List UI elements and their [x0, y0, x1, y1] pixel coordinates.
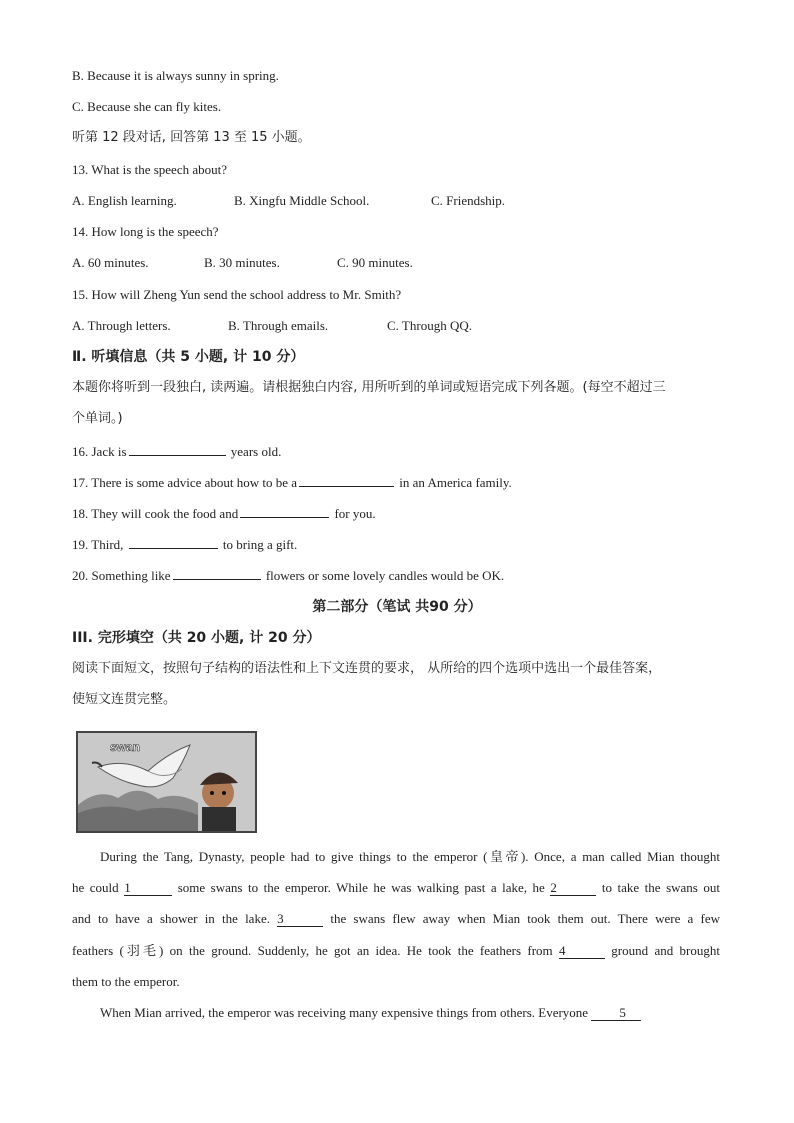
- q13-option-c: C. Friendship.: [431, 193, 506, 208]
- passage-p1-line5: them to the emperor.: [72, 973, 180, 989]
- section12-instruction: 听第 12 段对话, 回答第 13 至 15 小题。: [72, 130, 311, 145]
- p1l2-c: to take the swans out: [596, 880, 720, 896]
- q14-option-b: B. 30 minutes.: [204, 255, 280, 270]
- fill-item-16: [72, 441, 722, 462]
- p1l4-b: ground and brought: [604, 942, 720, 958]
- fill-item-16-post: years old.: [227, 444, 282, 459]
- cloze-blank-4[interactable]: 4: [559, 944, 605, 959]
- q15-option-b: B. Through emails.: [228, 318, 329, 333]
- fill-item-18-post: for you.: [331, 506, 376, 521]
- section2-instruction-line1: 本题你将听到一段独白, 读两遍。请根据独白内容, 用所听到的单词或短语完成下列各题。(每空不超过三: [72, 380, 666, 395]
- q13-option-b: B. Xingfu Middle School.: [234, 193, 370, 208]
- passage-paragraph-2: [72, 997, 720, 1028]
- section3-instruction-line2: 使短文连贯完整。: [72, 692, 177, 707]
- p1l2-a: he could: [72, 880, 125, 896]
- q15-option-a: A. Through letters.: [72, 318, 171, 333]
- fill-item-18: [72, 503, 722, 524]
- section3-instruction-line1: 阅读下面短文，按照句子结构的语法性和上下文连贯的要求， 从所给的四个选项中选出一个最佳答案，: [72, 661, 662, 676]
- fill-item-17: [72, 472, 722, 493]
- fill-item-17-pre: 17. There is some advice about how to be a: [72, 475, 298, 490]
- q12-option-c: C. Because she can fly kites.: [72, 99, 222, 114]
- fill-item-19-post: to bring a gift.: [219, 537, 298, 552]
- p1l3-b: the swans flew away when Mian took them out. There were a few: [323, 911, 720, 927]
- swan-illustration-svg: [78, 733, 255, 831]
- p1l4-a: feathers (羽毛) on the ground. Suddenly, he got an idea. He took the feathers from: [72, 942, 559, 958]
- section2-heading: Ⅱ. 听填信息（共 5 小题, 计 10 分）: [72, 349, 305, 365]
- fill-item-20-pre: 20. Something like: [72, 568, 171, 583]
- q13-option-a: A. English learning.: [72, 193, 177, 208]
- q15-option-c: C. Through QQ.: [387, 318, 472, 333]
- passage-paragraph-1: [72, 841, 720, 997]
- passage-p1-line3: [72, 903, 720, 934]
- q14-stem: 14. How long is the speech?: [72, 224, 219, 239]
- fill-blank-16[interactable]: [129, 441, 226, 456]
- cloze-blank-2[interactable]: 2: [550, 881, 596, 896]
- fill-item-16-pre: 16. Jack is: [72, 444, 127, 459]
- fill-item-19-pre: 19. Third,: [72, 537, 127, 552]
- fill-blank-20[interactable]: [173, 565, 261, 580]
- q13-stem: 13. What is the speech about?: [72, 162, 227, 177]
- fill-item-20-post: flowers or some lovely candles would be OK.: [262, 568, 505, 583]
- fill-item-20: [72, 565, 722, 586]
- cloze-blank-3[interactable]: 3: [277, 912, 323, 927]
- fill-item-18-pre: 18. They will cook the food and: [72, 506, 239, 521]
- passage-p2-line1: [72, 997, 720, 1028]
- section3-heading: III. 完形填空（共 20 小题, 计 20 分）: [72, 630, 321, 646]
- p2l1-a: When Mian arrived, the emperor was receiving many expensive things from others. Everyone: [100, 1005, 592, 1020]
- fill-blank-17[interactable]: [299, 472, 394, 487]
- p1l3-a: and to have a shower in the lake.: [72, 911, 278, 927]
- passage-p1-line4: [72, 935, 720, 966]
- swan-label: swan: [110, 740, 141, 754]
- cloze-blank-1[interactable]: 1: [124, 881, 172, 896]
- q12-option-b: B. Because it is always sunny in spring.: [72, 68, 279, 83]
- q15-stem: 15. How will Zheng Yun send the school address to Mr. Smith?: [72, 287, 402, 302]
- swan-illustration: [76, 731, 257, 833]
- passage-p1-line2: [72, 872, 720, 903]
- section2-instruction-line2: 个单词。): [72, 411, 123, 426]
- cloze-blank-5[interactable]: 5: [591, 1006, 641, 1021]
- fill-blank-18[interactable]: [240, 503, 329, 518]
- fill-item-19: [72, 534, 722, 555]
- part2-title: 第二部分（笔试 共90 分）: [312, 599, 482, 615]
- p1l2-b: some swans to the emperor. While he was walking past a lake, he: [172, 880, 551, 896]
- q14-option-a: A. 60 minutes.: [72, 255, 149, 270]
- fill-item-17-post: in an America family.: [396, 475, 512, 490]
- fill-blank-19[interactable]: [129, 534, 218, 549]
- q14-option-c: C. 90 minutes.: [337, 255, 413, 270]
- passage-p1-line1: During the Tang, Dynasty, people had to give things to the emperor (皇帝). Once, a man called Mian thought: [100, 849, 720, 864]
